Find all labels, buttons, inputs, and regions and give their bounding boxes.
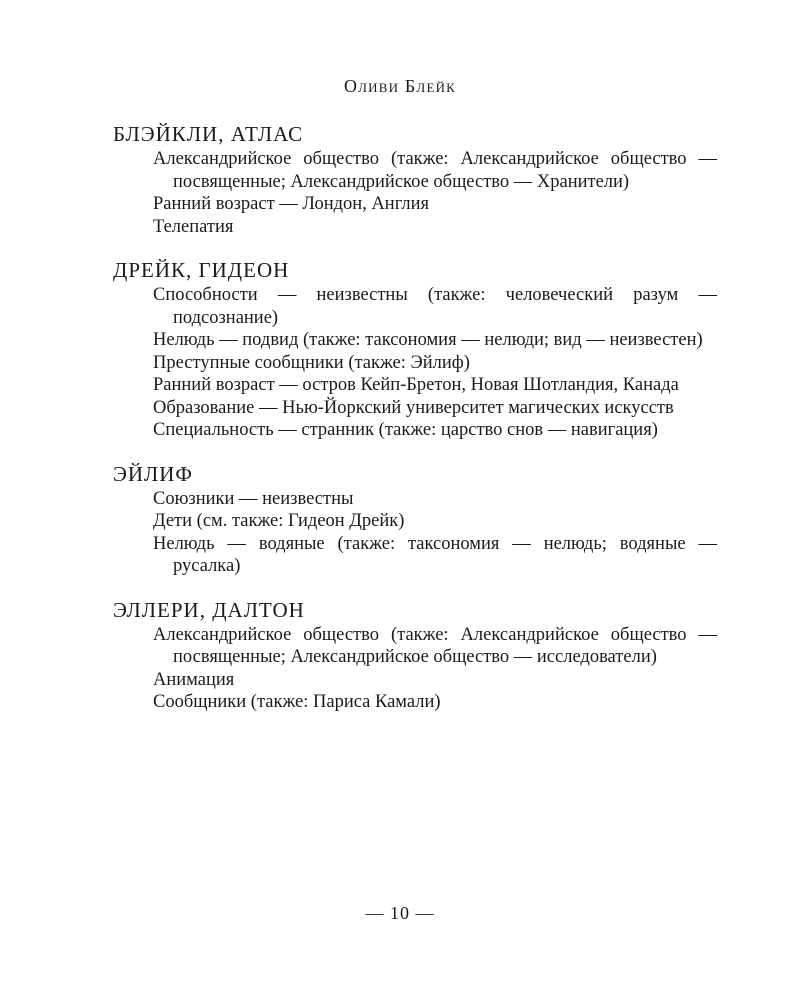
subentry-list — [113, 624, 717, 714]
entry-blakely-atlas — [113, 120, 717, 238]
entry-eilif — [113, 460, 717, 578]
entry-drake-gideon — [113, 256, 717, 442]
entry-name: БЛЭЙКЛИ, АТЛАС — [113, 122, 304, 146]
subentry: Ранний возраст — остров Кейп-Бретон, Новая Шотландия, Канада — [153, 375, 679, 395]
entry-ellery-dalton — [113, 596, 717, 714]
subentry: Нелюдь — подвид (также: таксономия — нелюди; вид — неизвестен) — [153, 330, 703, 350]
subentry-list — [113, 488, 717, 578]
subentry: Сообщники (также: Париса Камали) — [153, 692, 441, 712]
subentry-list — [113, 284, 717, 442]
subentry: Преступные сообщники (также: Эйлиф) — [153, 352, 470, 373]
entry-name: ДРЕЙК, ГИДЕОН — [113, 258, 290, 282]
subentry: Специальность — странник (также: царство снов — навигация) — [153, 420, 658, 440]
subentry: Александрийское общество (также: Александрийское общество — посвященные; Александрийское общество — Хранители) — [153, 149, 717, 192]
index-entries — [113, 120, 717, 732]
entry-name: ЭЙЛИФ — [113, 461, 194, 486]
subentry: Анимация — [153, 669, 235, 690]
subentry-list — [113, 148, 717, 238]
subentry: Способности — неизвестны (также: человеческий разум — подсознание) — [153, 285, 717, 328]
entry-name: ЭЛЛЕРИ, ДАЛТОН — [113, 597, 305, 622]
subentry: Александрийское общество (также: Александрийское общество — посвященные; Александрийское общество — исследователи) — [153, 624, 717, 667]
running-head: Оливи Блейк — [343, 76, 457, 96]
subentry: Ранний возраст — Лондон, Англия — [153, 194, 430, 214]
subentry: Телепатия — [153, 216, 234, 237]
page-number: — 10 — — [365, 903, 435, 923]
subentry: Союзники — неизвестны — [153, 488, 354, 509]
subentry: Дети (см. также: Гидеон Дрейк) — [153, 511, 405, 531]
subentry: Образование — Нью-Йоркский университет магических искусств — [153, 397, 674, 418]
subentry: Нелюдь — водяные (также: таксономия — нелюдь; водяные — русалка) — [153, 533, 717, 576]
